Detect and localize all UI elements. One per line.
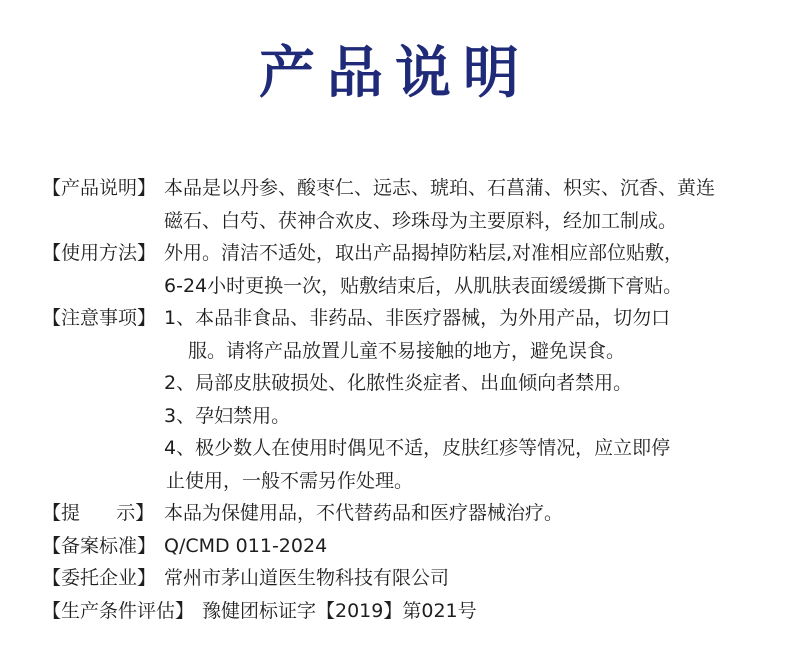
section-line: Q/CMD 011-2024 [164, 534, 328, 557]
section-label: 【提 示】 [42, 502, 155, 524]
section-line: 本品是以丹参、酸枣仁、远志、琥珀、石菖蒲、枳实、沉香、黄连 [164, 177, 716, 199]
section-product-description [42, 172, 762, 237]
section-line: 常州市茅山道医生物科技有限公司 [164, 567, 450, 589]
section-line: 豫健团标证字【2019】第021号 [202, 599, 477, 622]
section-usage [42, 237, 762, 302]
page-title: 产品说明 [259, 40, 531, 106]
section-line: 2、局部皮肤破损处、化脓性炎症者、出血倾向者禁用。 [164, 372, 633, 394]
product-description [42, 172, 762, 627]
section-line: 本品为保健用品，不代替药品和医疗器械治疗。 [164, 502, 564, 524]
section-entrusted-company [42, 562, 762, 595]
section-line: 6-24小时更换一次，贴敷结束后，从肌肤表面缓缓撕下膏贴。 [164, 274, 683, 297]
section-notice [42, 497, 762, 530]
section-label: 【生产条件评估】 [42, 599, 195, 622]
section-label: 【使用方法】 [42, 242, 157, 264]
section-line: 3、孕妇禁用。 [164, 404, 291, 427]
section-line: 止使用，一般不需另作处理。 [166, 469, 414, 492]
section-filing-standard [42, 530, 762, 563]
section-line: 外用。清洁不适处，取出产品揭掉防粘层,对准相应部位贴敷， [164, 242, 684, 264]
section-line: 4、极少数人在使用时偶见不适，皮肤红疹等情况，应立即停 [164, 437, 671, 459]
section-label: 【委托企业】 [42, 567, 157, 589]
section-precautions [42, 302, 762, 497]
section-line: 服。请将产品放置儿童不易接触的地方，避免误食。 [188, 339, 626, 362]
section-label: 【产品说明】 [42, 177, 157, 199]
section-line: 磁石、白芍、茯神合欢皮、珍珠母为主要原料，经加工制成。 [164, 209, 678, 232]
section-label: 【注意事项】 [42, 307, 157, 329]
section-production-assessment [42, 595, 762, 628]
section-label: 【备案标准】 [42, 534, 157, 557]
section-line: 1、本品非食品、非药品、非医疗器械，为外用产品，切勿口 [164, 307, 671, 329]
